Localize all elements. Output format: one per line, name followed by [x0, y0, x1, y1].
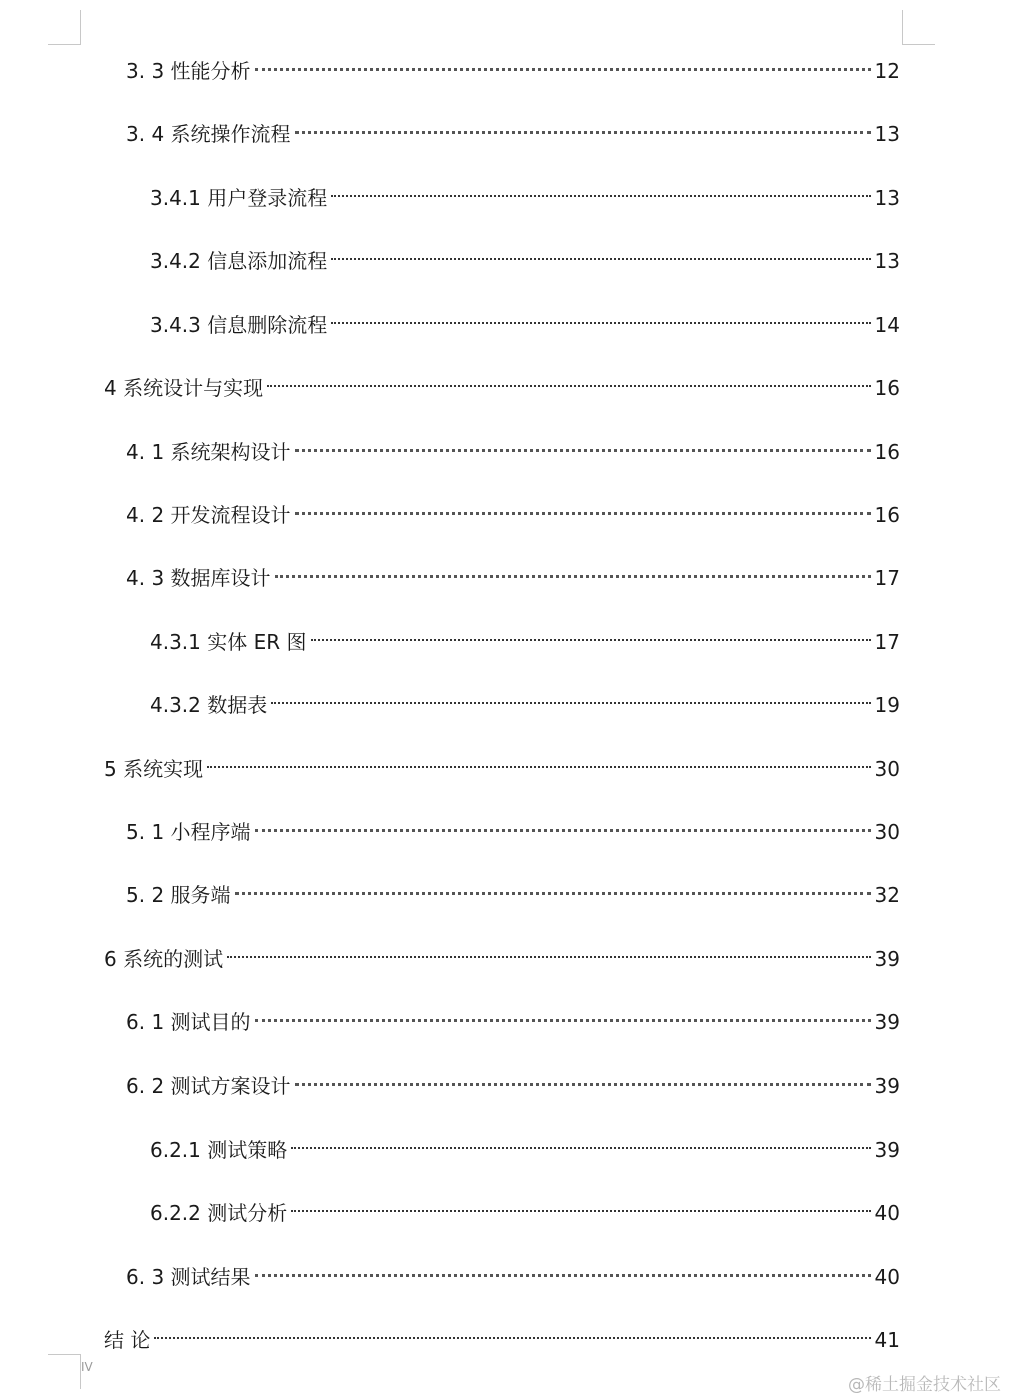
- toc-leader-dots: [255, 48, 871, 78]
- toc-leader-dots: [331, 302, 870, 332]
- page-number-footer: IV: [81, 1360, 93, 1374]
- toc-entry[interactable]: [126, 111, 900, 146]
- crop-mark-top-left: [48, 10, 81, 45]
- toc-leader-dots: [207, 746, 870, 776]
- toc-entry-label: 6. 2 测试方案设计: [126, 1074, 291, 1098]
- toc-entry-label: 3. 3 性能分析: [126, 59, 251, 83]
- crop-mark-top-right: [902, 10, 935, 45]
- toc-leader-dots: [291, 1127, 870, 1157]
- toc-entry[interactable]: [104, 746, 900, 781]
- toc-entry-page: 13: [874, 122, 900, 146]
- toc-entry[interactable]: [126, 1254, 900, 1289]
- toc-entry-label: 4. 3 数据库设计: [126, 566, 271, 590]
- crop-mark-bottom-left: [48, 1354, 81, 1389]
- toc-entry[interactable]: [126, 492, 900, 527]
- toc-entry[interactable]: [150, 302, 900, 337]
- toc-entry-page: 40: [874, 1201, 900, 1225]
- toc-leader-dots: [255, 809, 871, 839]
- toc-leader-dots: [255, 1254, 871, 1284]
- toc-entry-label: 5 系统实现: [104, 757, 204, 781]
- toc-leader-dots: [331, 175, 870, 205]
- toc-leader-dots: [255, 999, 871, 1029]
- toc-leader-dots: [295, 429, 871, 459]
- toc-entry[interactable]: [126, 872, 900, 907]
- toc-entry-label: 3. 4 系统操作流程: [126, 122, 291, 146]
- toc-entry-page: 14: [874, 313, 900, 337]
- toc-entry-label: 结 论: [104, 1328, 151, 1352]
- toc-entry[interactable]: [150, 619, 900, 654]
- toc-entry[interactable]: [150, 238, 900, 273]
- toc-entry-page: 39: [874, 1074, 900, 1098]
- toc-entry-page: 39: [874, 1010, 900, 1034]
- toc-entry-page: 32: [874, 883, 900, 907]
- toc-entry-page: 16: [874, 503, 900, 527]
- toc-entry-page: 39: [874, 1138, 900, 1162]
- toc-leader-dots: [275, 555, 871, 585]
- toc-entry-page: 30: [874, 820, 900, 844]
- toc-leader-dots: [267, 365, 870, 395]
- toc-leader-dots: [291, 1190, 870, 1220]
- toc-entry[interactable]: [150, 1190, 900, 1225]
- toc-leader-dots: [154, 1317, 870, 1347]
- toc-entry[interactable]: [126, 999, 900, 1034]
- toc-entry-label: 3.4.2 信息添加流程: [150, 249, 328, 273]
- toc-entry-page: 40: [874, 1265, 900, 1289]
- toc-entry-label: 4.3.1 实体 ER 图: [150, 630, 307, 654]
- toc-entry-label: 3.4.3 信息删除流程: [150, 313, 328, 337]
- toc-entry-label: 5. 2 服务端: [126, 883, 231, 907]
- toc-entry-page: 39: [874, 947, 900, 971]
- toc-leader-dots: [295, 1063, 871, 1093]
- toc-entry[interactable]: [150, 175, 900, 210]
- toc-entry-label: 6. 1 测试目的: [126, 1010, 251, 1034]
- toc-entry-label: 4. 2 开发流程设计: [126, 503, 291, 527]
- toc-entry-label: 6. 3 测试结果: [126, 1265, 251, 1289]
- toc-entry-label: 4 系统设计与实现: [104, 376, 264, 400]
- toc-entry-page: 17: [874, 566, 900, 590]
- toc-entry-page: 13: [874, 249, 900, 273]
- toc-entry[interactable]: [150, 682, 900, 717]
- toc-leader-dots: [227, 936, 870, 966]
- toc-leader-dots: [235, 872, 871, 902]
- toc-entry[interactable]: [150, 1127, 900, 1162]
- toc-entry-page: 41: [874, 1328, 900, 1352]
- toc-leader-dots: [311, 619, 871, 649]
- toc-leader-dots: [271, 682, 870, 712]
- toc-entry[interactable]: [126, 48, 900, 83]
- toc-leader-dots: [295, 111, 871, 141]
- toc-entry[interactable]: [104, 1317, 900, 1352]
- toc-entry-label: 6.2.1 测试策略: [150, 1138, 288, 1162]
- toc-entry-page: 13: [874, 186, 900, 210]
- toc-entry[interactable]: [126, 555, 900, 590]
- watermark: @稀土掘金技术社区: [848, 1375, 1001, 1395]
- toc-entry[interactable]: [104, 365, 900, 400]
- toc-entry-label: 4. 1 系统架构设计: [126, 440, 291, 464]
- toc-entry-page: 12: [874, 59, 900, 83]
- toc-entry-label: 4.3.2 数据表: [150, 693, 268, 717]
- toc-entry[interactable]: [104, 936, 900, 971]
- toc-entry-label: 6.2.2 测试分析: [150, 1201, 288, 1225]
- toc-entry-page: 16: [874, 440, 900, 464]
- toc-entry-page: 16: [874, 376, 900, 400]
- toc-entry-page: 30: [874, 757, 900, 781]
- toc-entry[interactable]: [126, 429, 900, 464]
- toc-entry-page: 19: [874, 693, 900, 717]
- toc-entry-label: 6 系统的测试: [104, 947, 224, 971]
- toc-entry-page: 17: [874, 630, 900, 654]
- toc-entry[interactable]: [126, 809, 900, 844]
- toc-entry-label: 5. 1 小程序端: [126, 820, 251, 844]
- toc-entry-label: 3.4.1 用户登录流程: [150, 186, 328, 210]
- toc-leader-dots: [295, 492, 871, 522]
- toc-leader-dots: [331, 238, 870, 268]
- toc-entry[interactable]: [126, 1063, 900, 1098]
